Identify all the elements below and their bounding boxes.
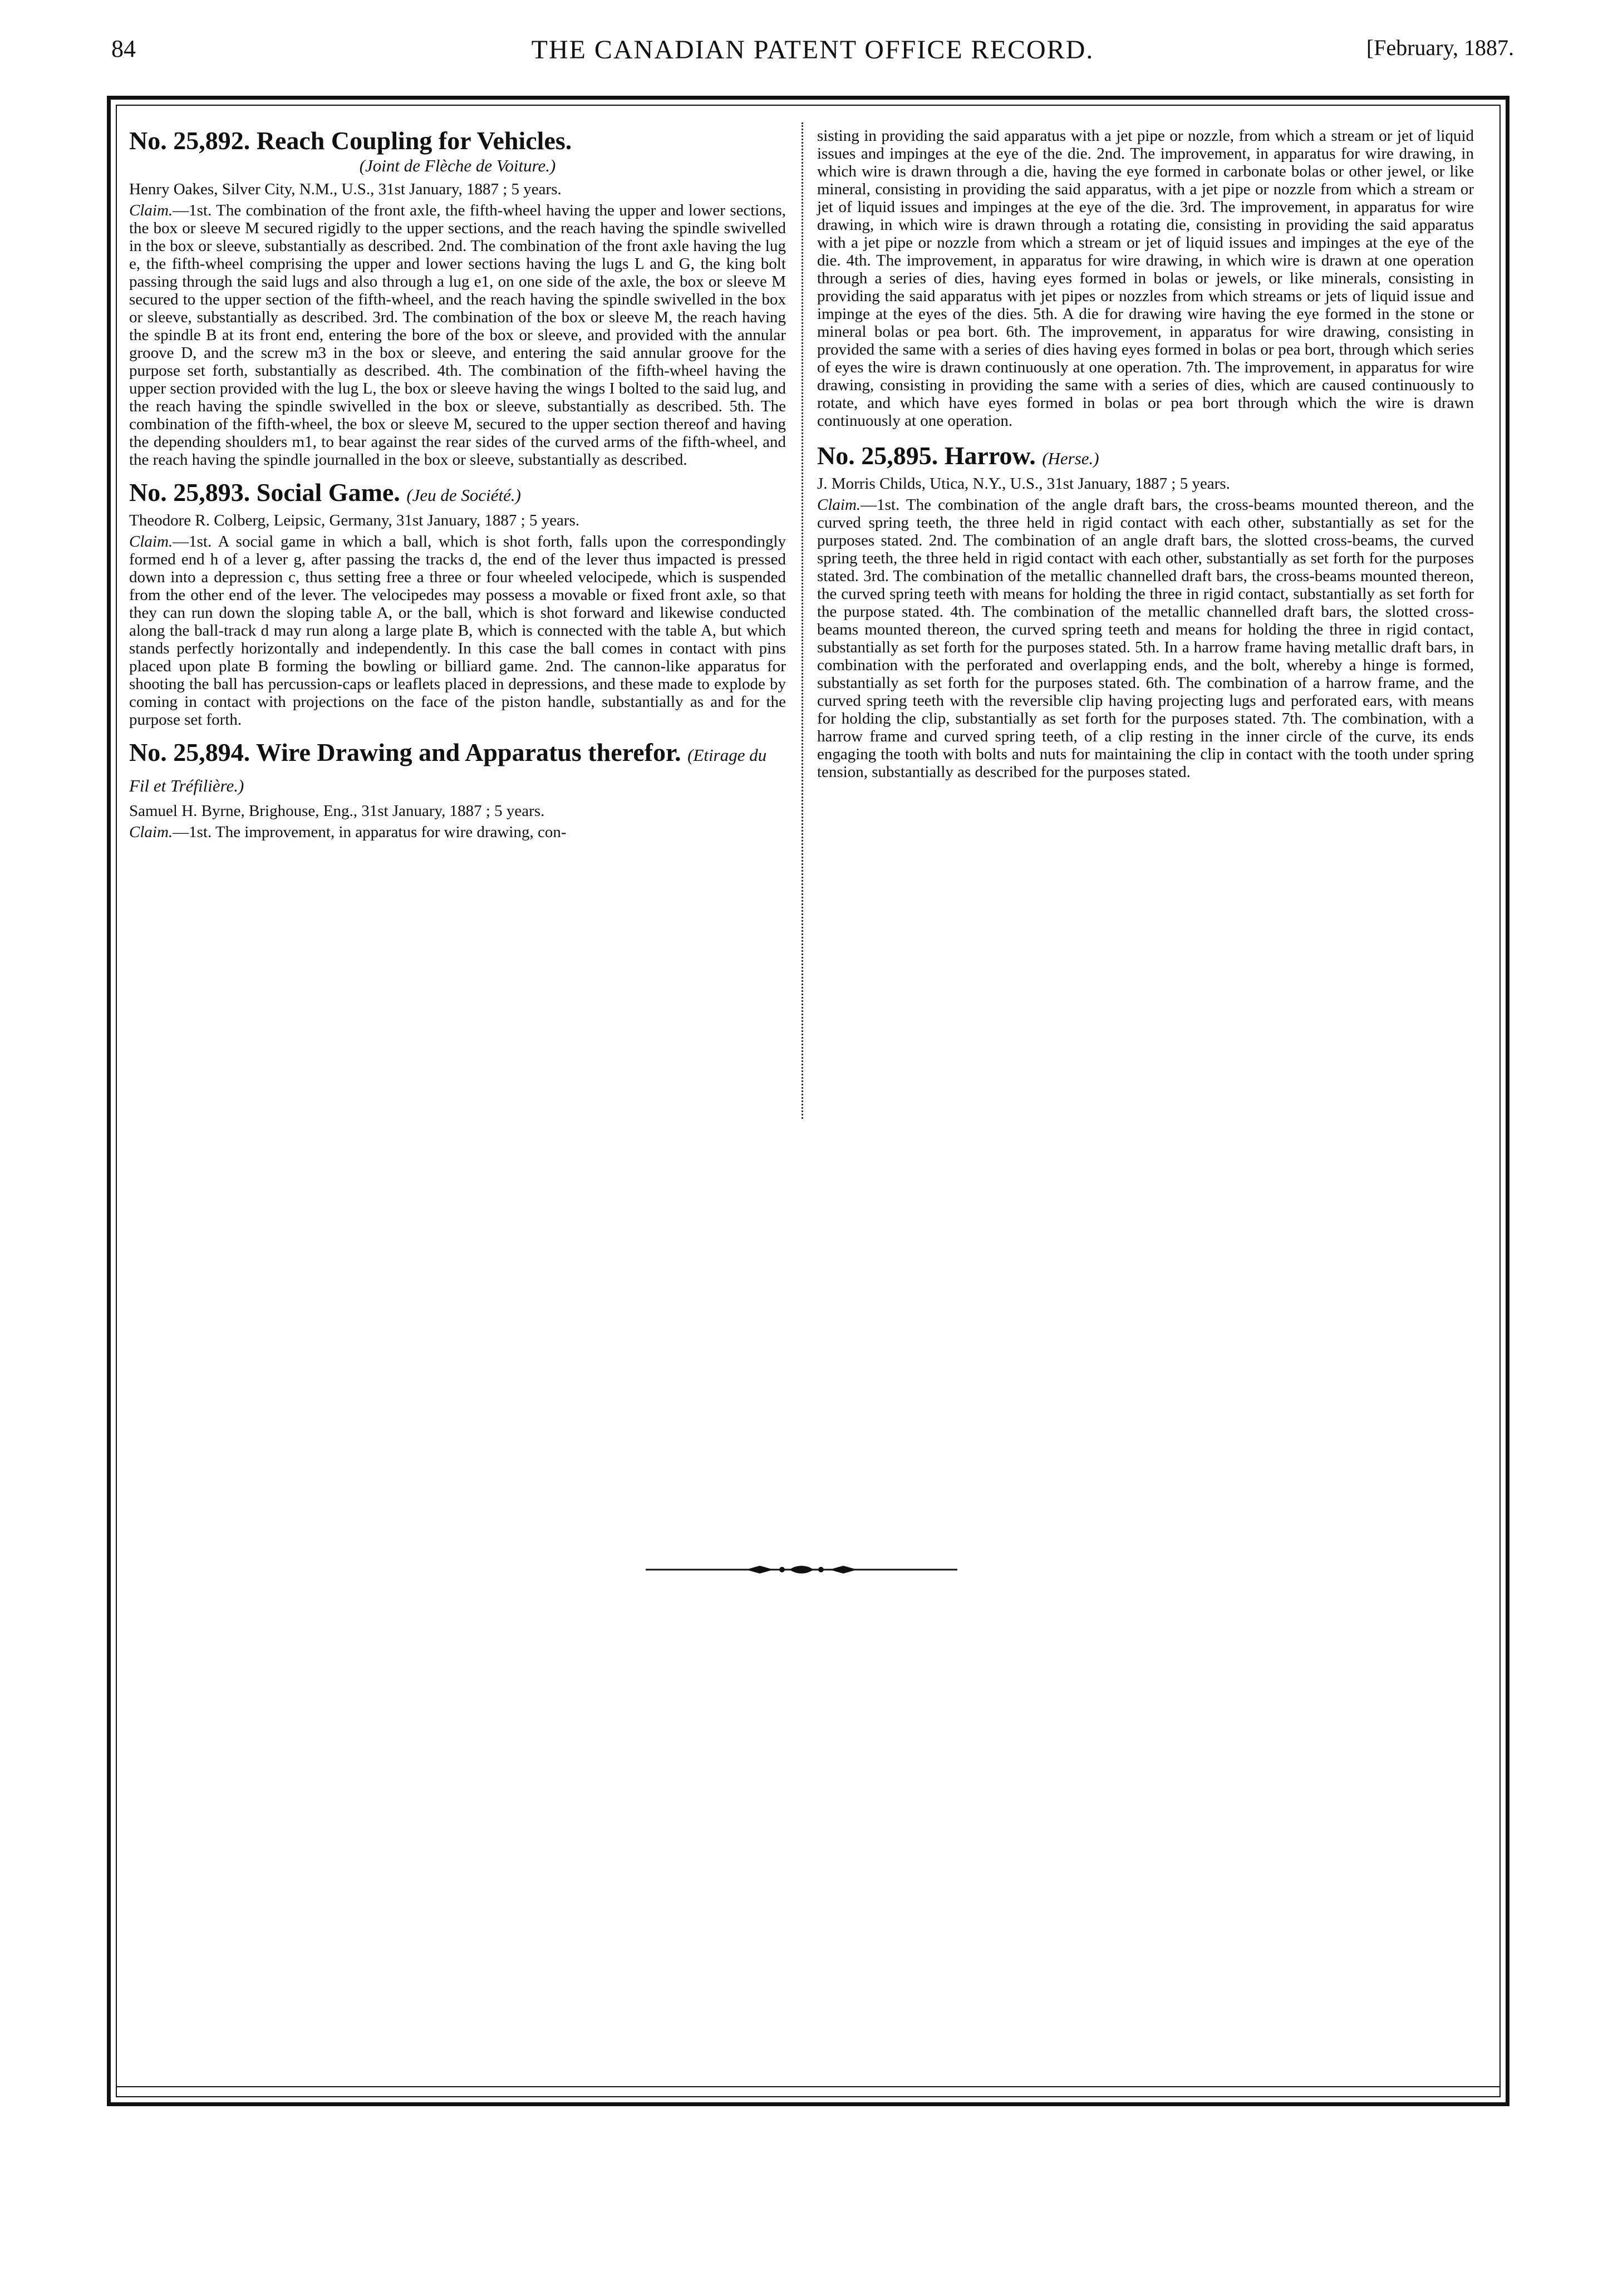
patent-title: Social Game. [256, 478, 400, 507]
patent-title: Wire Drawing and Apparatus therefor. [255, 738, 681, 766]
claims-body: —1st. The improvement, in apparatus for wire drawing, con- [173, 823, 567, 841]
patent-entry-25893 [129, 479, 786, 729]
column-divider [802, 122, 803, 1119]
right-column [817, 127, 1474, 791]
claim-label: Claim. [129, 823, 173, 841]
publication-title: THE CANADIAN PATENT OFFICE RECORD. [531, 35, 1094, 65]
claim-label: Claim. [817, 496, 861, 514]
patent-number: No. 25,893. [129, 478, 250, 507]
entry-heading [129, 479, 786, 509]
entry-heading [817, 442, 1474, 473]
page-header [111, 35, 1514, 73]
page-number: 84 [111, 35, 136, 62]
patent-title: Harrow. [944, 441, 1036, 470]
patentee-line: Samuel H. Byrne, Brighouse, Eng., 31st January, 1887 ; 5 years. [129, 802, 545, 820]
patent-number: No. 25,892. [129, 126, 250, 155]
entry-heading [129, 127, 786, 155]
patent-entry-25892 [129, 127, 786, 469]
patentee-line: J. Morris Childs, Utica, N.Y., U.S., 31st January, 1887 ; 5 years. [817, 475, 1230, 493]
claims-body: —1st. The combination of the front axle, the fifth-wheel having the upper and lower sections, the box or sleeve M secured rigidly to the upper sections, and the reach having the spindle swivelled in the box or sleeve, substantially as described. 2nd. The combination of the front axle having the lug e, the fifth-wheel comprising the upper and lower sections having the lugs L and G, the king bolt passing through the said lugs and also through a lug e1, on one side of the axle, the box or sleeve M secured to the upper section of the fifth-wheel, and the reach having the spindle swivelled in the box or sleeve, substantially as described. 3rd. The combination of the box or sleeve M, the reach having the spindle B at its front end, entering the bore of the box or sleeve, and provided with the annular groove D, and the screw m3 in the box or sleeve, and entering the said annular groove for the purpose set forth, substantially as described. 4th. The combination of the fifth-wheel having the upper section provided with the lug L, the box or sleeve having the wings I bolted to the said lug, and the reach having the spindle swivelled in the box or sleeve, substantially as described. 5th. The combination of the fifth-wheel, the box or sleeve M, secured to the upper section thereof and having the depending shoulders m1, to bear against the rear sides of the curved arms of the fifth-wheel, and the reach having the spindle journalled in the box or sleeve, substantially as described. [129, 201, 786, 469]
patentee-line: Henry Oakes, Silver City, N.M., U.S., 31st January, 1887 ; 5 years. [129, 180, 562, 198]
claims-text [129, 823, 786, 841]
left-column [129, 127, 786, 851]
patent-entry-25895 [817, 442, 1474, 781]
section-end-ornament [646, 1558, 957, 1581]
claims-text [129, 201, 786, 469]
patentee-line: Theodore R. Colberg, Leipsic, Germany, 31st January, 1887 ; 5 years. [129, 512, 580, 529]
patent-number: No. 25,895. [817, 441, 938, 470]
claim-label: Claim. [129, 533, 173, 550]
patent-number: No. 25,894. [129, 738, 250, 766]
french-title: (Etirage du Fil et Tréfilière.) [129, 745, 767, 795]
claims-text [817, 496, 1474, 781]
claim-label: Claim. [129, 201, 173, 219]
french-title: (Joint de Flèche de Voiture.) [359, 156, 556, 175]
patent-title: Reach Coupling for Vehicles. [256, 126, 572, 155]
claims-body: —1st. A social game in which a ball, which is shot forth, falls upon the correspondingly formed end h of a lever g, after passing the tracks d, the end of the lever thus impacted is pressed down into a depression c, thus setting free a three or four wheeled velocipede, which is suspended from the other end of the lever. The velocipedes may possess a movable or fixed front axle, so that they can run down the sloping table A, or the ball, which is shot forward and likewise conducted along the ball-track d may run along a large plate B, which is connected with the table A, but which stands perfectly horizontally and independently. In this case the ball comes in contact with pins placed upon plate B forming the bowling or billiard game. 2nd. The cannon-like apparatus for shooting the ball has percussion-caps or leaflets placed in depressions, and these made to explode by coming in contact with projections on the face of the piston handle, substantially as and for the purpose set forth. [129, 533, 786, 729]
claims-body: —1st. The combination of the angle draft bars, the cross-beams mounted thereon, and the curved spring teeth, the three held in rigid contact with each other, substantially as set for the purposes stated. 2nd. The combination of an angle draft bars, the slotted cross-beams, the curved spring teeth, the three held in rigid contact with each other, substantially as set forth for the purposes stated. 3rd. The combination of the metallic channelled draft bars, the cross-beams mounted thereon, the curved spring teeth with means for holding the three in rigid contact, substantially as set forth for the purpose stated. 4th. The combination of the metallic channelled draft bars, the slotted cross-beams mounted thereon, the curved spring teeth and means for holding the three in rigid contact, substantially as set forth for the purposes stated. 5th. In a harrow frame having metallic draft bars, in combination with the perforated and overlapping ends, and the bolt, whereby a hinge is formed, substantially as set forth for the purposes stated. 6th. The combination of a harrow frame, and the curved spring teeth with the reversible clip having projecting lugs and perforated ears, with means for holding the clip, substantially as set forth for the purposes stated. 7th. The combination, with a harrow frame and curved spring teeth, of a clip resting in the inner circle of the curve, its ends engaging the tooth with bolts and nuts for maintaining the clip in contact with the tooth under spring tension, substantially as described for the purposes stated. [817, 496, 1474, 781]
french-title: (Herse.) [1042, 449, 1099, 468]
issue-date: [February, 1887. [1366, 35, 1514, 60]
claims-text [129, 533, 786, 729]
french-title: (Jeu de Société.) [406, 485, 521, 505]
entry-heading [129, 739, 786, 800]
patent-entry-25894 [129, 739, 786, 841]
claims-continuation: sisting in providing the said apparatus with a jet pipe or nozzle, from which a stream or jet of liquid issues and impinges at the eye of the die. 2nd. The improvement, in apparatus for wire drawing, in which wire is drawn through a die, having the eye formed in carbonate bolas or other jewel, or like mineral, consisting in providing the said apparatus, with a jet pipe or nozzle from which a stream or jet of liquid issues and impinges at the eye of the die. 3rd. The improvement, in apparatus for wire drawing, in which wire is drawn through a rotating die, consisting in providing the said apparatus with a jet pipe or nozzle from which a stream or jet of liquid issues and impinges at the eye of the die. 4th. The improvement, in apparatus for wire drawing, in which wire is drawn at one operation through a series of dies, having eyes formed in bolas or jewels, or like minerals, consisting in providing the said apparatus with jet pipes or nozzles from which streams or jets of liquid issue and impinge at the eyes of the dies. 5th. A die for drawing wire having the eye formed in the stone or mineral bolas or pea bort. 6th. The improvement, in apparatus for wire drawing, consisting in provided the same with a series of dies having eyes formed in bolas or pea bort, through which series of eyes the wire is drawn continuously at one operation. 7th. The improvement, in apparatus for wire drawing, consisting in providing the same with a series of dies, which are caused continuously to rotate, and which have eyes formed in bolas or pea bort through which the wire is drawn continuously at one operation. [817, 127, 1474, 430]
bottom-rule [116, 2086, 1501, 2087]
